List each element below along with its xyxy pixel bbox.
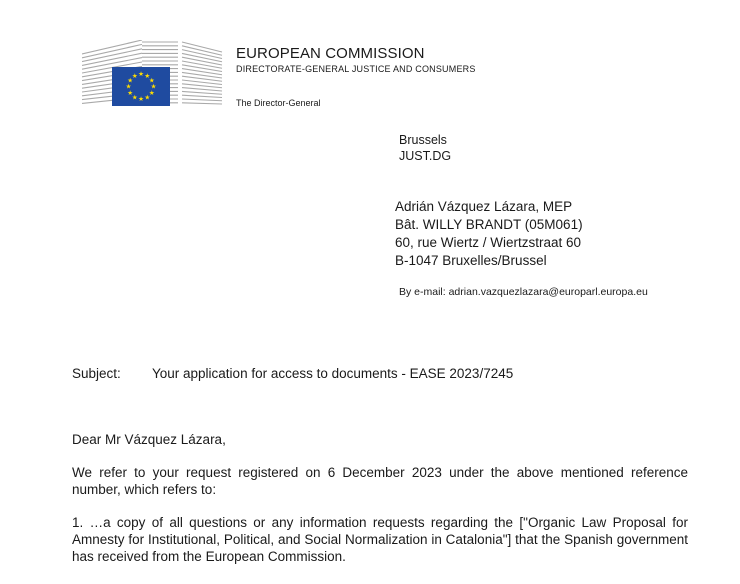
star-icon: ★ xyxy=(148,76,155,85)
star-icon: ★ xyxy=(144,71,151,80)
signatory-title: The Director-General xyxy=(236,98,321,108)
building-line xyxy=(182,57,222,65)
building-line xyxy=(182,84,222,88)
directorate-name: DIRECTORATE-GENERAL JUSTICE AND CONSUMERS xyxy=(236,64,476,74)
recipient-address xyxy=(395,198,583,270)
recipient-building: Bât. WILLY BRANDT (05M061) xyxy=(395,217,583,232)
building-line xyxy=(182,103,222,104)
building-line xyxy=(182,61,222,68)
star-icon: ★ xyxy=(125,82,132,91)
star-icon: ★ xyxy=(131,93,138,102)
reference-code: JUST.DG xyxy=(399,149,452,163)
star-icon: ★ xyxy=(127,88,134,97)
place-block xyxy=(399,132,451,164)
organisation-name: EUROPEAN COMMISSION xyxy=(236,45,425,62)
subject-line xyxy=(72,366,513,381)
building-line xyxy=(182,65,222,72)
star-icon: ★ xyxy=(138,70,144,79)
star-icon: ★ xyxy=(150,82,157,91)
star-icon: ★ xyxy=(148,88,155,97)
recipient-email: By e-mail: adrian.vazquezlazara@europarl.europa.eu xyxy=(399,286,648,298)
subject-text: Your application for access to documents - EASE 2023/7245 xyxy=(152,366,514,381)
european-commission-logo xyxy=(82,40,224,108)
star-icon: ★ xyxy=(131,71,138,80)
body-paragraph-1: We refer to your request registered on 6 December 2023 under the above mentioned reference number, which refers to: xyxy=(72,465,688,497)
star-icon: ★ xyxy=(127,76,134,85)
building-line xyxy=(182,99,222,101)
salutation: Dear Mr Vázquez Lázara, xyxy=(72,432,226,447)
body-paragraph-2: 1. …a copy of all questions or any information requests regarding the ["Organic Law Proposal for Amnesty for Institutional, Political, and Social Normalization in Catalonia"] that the Spanish government has received from the European Commission. xyxy=(72,515,688,564)
building-line xyxy=(182,95,222,97)
subject-label: Subject: xyxy=(72,366,121,381)
recipient-street: 60, rue Wiertz / Wiertzstraat 60 xyxy=(395,235,582,250)
star-icon: ★ xyxy=(144,93,151,102)
recipient-name: Adrián Vázquez Lázara, MEP xyxy=(395,199,573,214)
building-line xyxy=(182,88,222,91)
building-line xyxy=(82,40,142,54)
star-icon: ★ xyxy=(138,95,144,104)
building-line xyxy=(182,69,222,75)
place-city: Brussels xyxy=(399,133,447,147)
building-line xyxy=(182,91,222,94)
recipient-city: B-1047 Bruxelles/Brussel xyxy=(395,253,547,268)
